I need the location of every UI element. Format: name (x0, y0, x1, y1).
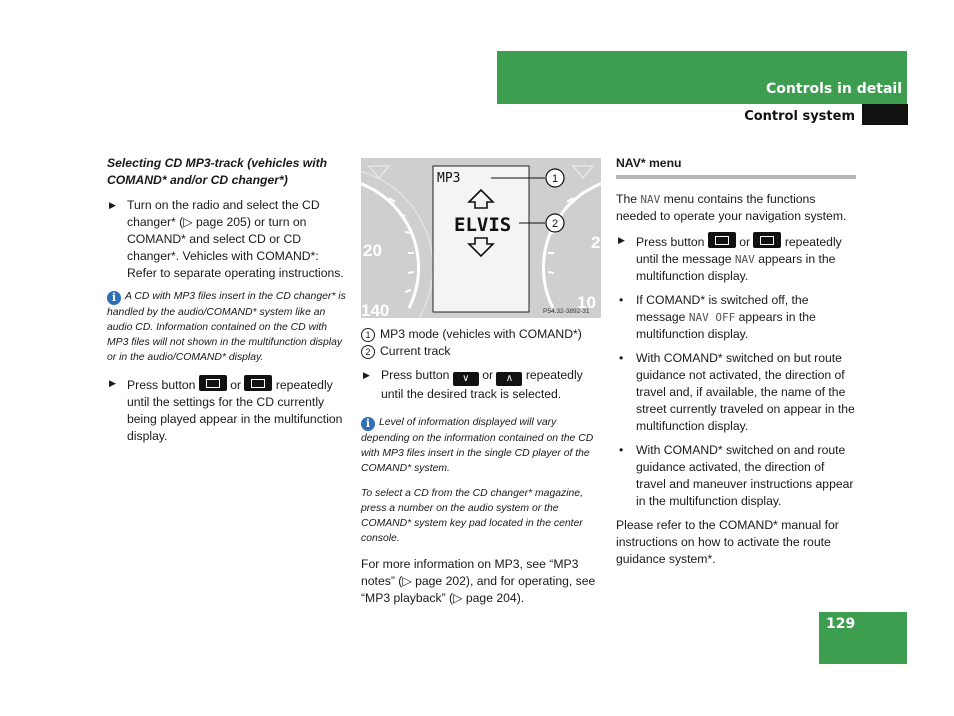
step-arrow-icon: ▶ (109, 378, 116, 388)
bullet-item (616, 292, 856, 343)
step-text: Press button (127, 378, 196, 392)
legend-number: 2 (361, 345, 375, 359)
step-text: Turn on the radio and select the CD changer* (▷ page 205) or turn on COMAND* and select CD or CD changer*. Vehicles with COMAND*: Refer to separate operating instructions. (127, 198, 344, 280)
step-arrow-icon: ▶ (363, 370, 370, 380)
legend-item (361, 343, 603, 360)
column-left (107, 155, 347, 452)
next-display-button-icon (753, 232, 781, 248)
step-text: or (739, 235, 751, 249)
step-text: or (230, 378, 242, 392)
text: The (616, 192, 638, 206)
bullet-icon: • (619, 351, 624, 365)
step-text: repeatedly until the message (636, 235, 842, 266)
display-message: NAV (734, 253, 755, 266)
bullet-icon: • (619, 443, 624, 457)
previous-display-button-icon (199, 375, 227, 391)
info-icon: i (107, 291, 121, 305)
gauge-label: 20 (363, 241, 382, 260)
legend-text: Current track (380, 344, 451, 358)
subsection-title: Control system (744, 109, 855, 124)
callout-2: 2 (551, 218, 559, 230)
legend-text: MP3 mode (vehicles with COMAND*) (380, 327, 582, 341)
info-note (361, 486, 603, 546)
section-heading-mp3: Selecting CD MP3-track (vehicles with COMAND* and/or CD changer*) (107, 156, 328, 187)
instrument-cluster-figure (361, 158, 601, 318)
step-text: repeatedly until the settings for the CD currently being played appear in the multifunction display. (127, 378, 343, 443)
bullet-text: If COMAND* is switched off, the message (636, 293, 809, 324)
column-right (616, 155, 856, 575)
note-text: To select a CD from the CD changer* magazine, press a number on the audio system or the COMAND* system key pad located in the center console. (361, 488, 583, 544)
section-title: Controls in detail (766, 81, 902, 97)
info-icon: i (361, 417, 375, 431)
instrument-cluster-illustration (361, 158, 601, 318)
bullet-icon: • (619, 293, 624, 307)
instruction-step (107, 375, 347, 445)
note-text: Level of information displayed will vary depending on the information contained on the CD with MP3 files insert in the single CD player of the COMAND* system. (361, 417, 594, 474)
step-arrow-icon: ▶ (618, 235, 625, 245)
page-number: 129 (826, 616, 856, 632)
step-text: appears in the multifunction display. (636, 252, 836, 283)
info-note (361, 415, 603, 476)
gauge-label: 10 (577, 293, 596, 312)
gauge-label: 2 (591, 233, 601, 252)
step-text: Press button (636, 235, 705, 249)
instruction-step (107, 197, 347, 282)
gauge-label: 140 (361, 301, 390, 318)
legend-item (361, 326, 603, 343)
column-middle (361, 158, 603, 614)
previous-display-button-icon (708, 232, 736, 248)
info-note (107, 289, 347, 365)
more-info-paragraph: For more information on MP3, see “MP3 notes” (▷ page 202), and for operating, see “MP3 playback” (▷ page 204). (361, 557, 596, 605)
section-heading-nav: NAV* menu (616, 155, 856, 179)
legend-number: 1 (361, 328, 375, 342)
bullet-text: appears in the multifunction display. (636, 310, 816, 341)
bullet-text: With COMAND* switched on and route guidance activated, the direction of travel and maneuver instructions appear in the multifunction display. (636, 443, 854, 508)
instruction-step (361, 367, 603, 403)
intro-paragraph (616, 191, 856, 225)
bullet-item (616, 442, 856, 510)
step-text: Press button (381, 368, 450, 382)
figure-legend (361, 326, 603, 360)
display-mode-label: MP3 (437, 171, 461, 186)
header-tab-marker (862, 104, 908, 125)
step-arrow-icon: ▶ (109, 200, 116, 210)
callout-1: 1 (551, 173, 559, 185)
closing-paragraph: Please refer to the COMAND* manual for instructions on how to activate the route guidance system*. (616, 518, 839, 566)
step-text: repeatedly until the desired track is selected. (381, 368, 583, 401)
display-message: NAV OFF (688, 311, 736, 324)
display-track-name: ELVIS (454, 214, 512, 236)
text: menu contains the functions needed to operate your navigation system. (616, 192, 847, 223)
step-text: or (482, 368, 494, 382)
display-message: NAV (640, 193, 661, 206)
figure-reference-code: P54.32-3892-31 (543, 308, 590, 315)
next-display-button-icon (244, 375, 272, 391)
up-button-icon: ∧ (496, 372, 522, 386)
instruction-step (616, 232, 856, 285)
down-button-icon: ∨ (453, 372, 479, 386)
bullet-item (616, 350, 856, 435)
bullet-text: With COMAND* switched on but route guidance not activated, the direction of travel and, if available, the name of the street currently traveled on appear in the multifunction display. (636, 351, 855, 433)
note-text: A CD with MP3 files insert in the CD changer* is handled by the audio/COMAND* system like an audio CD. Information contained on the CD with MP3 files will not shown in the multifunction display or in the audio/COMAND* display. (107, 291, 346, 363)
